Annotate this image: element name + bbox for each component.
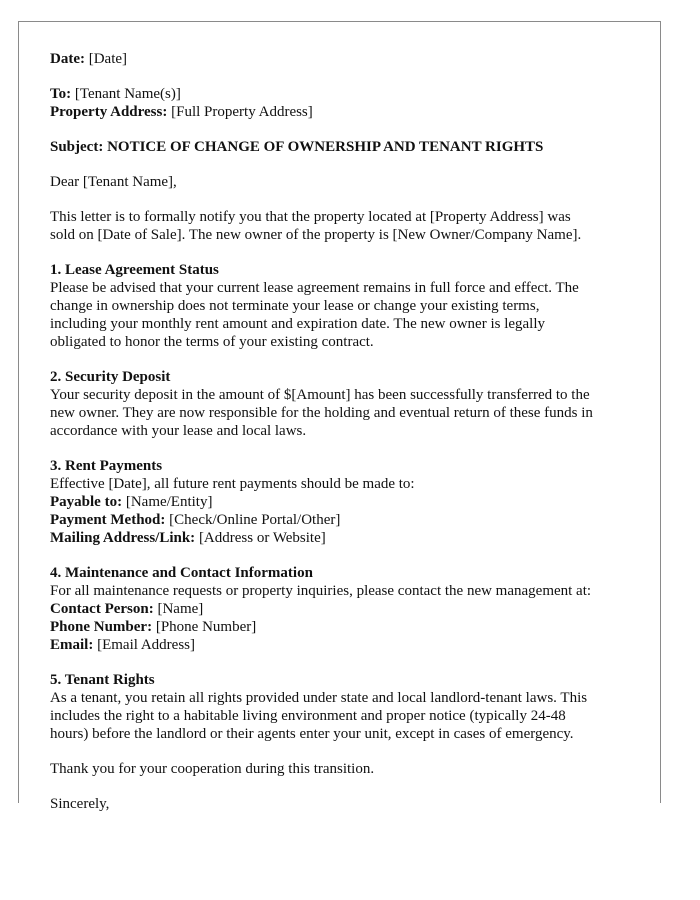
date-value: [Date] [88, 51, 128, 67]
payment-method-value: [Check/Online Portal/Other] [169, 512, 341, 528]
salutation: Dear [Tenant Name], [50, 174, 177, 190]
section-line: For all maintenance requests or property inquiries, please contact the new management at: [50, 583, 592, 599]
closing-thanks: Thank you for your cooperation during this transition. [50, 761, 375, 777]
mailing-address-line [50, 529, 650, 547]
contact-person-value: [Name] [157, 601, 204, 617]
section-line: Effective [Date], all future rent payments should be made to: [50, 476, 415, 492]
section-heading: 3. Rent Payments [50, 458, 163, 474]
section-heading: 1. Lease Agreement Status [50, 262, 219, 278]
intro-line: sold on [Date of Sale]. The new owner of the property is [New Owner/Company Name]. [50, 227, 582, 243]
section-heading: 4. Maintenance and Contact Information [50, 565, 313, 581]
section-line: including your monthly rent amount and expiration date. The new owner is legally [50, 316, 546, 332]
section-rights [50, 671, 650, 743]
payable-to-line [50, 493, 650, 511]
phone-number-label: Phone Number: [50, 619, 153, 635]
subject-line [50, 138, 650, 156]
section-line: includes the right to a habitable living environment and proper notice (typically 24-48 [50, 708, 566, 724]
email-label: Email: [50, 637, 94, 653]
section-line: change in ownership does not terminate your lease or change your existing terms, [50, 298, 540, 314]
closing-signoff: Sincerely, [50, 796, 110, 812]
to-label: To: [50, 86, 72, 102]
mailing-address-value: [Address or Website] [198, 530, 326, 546]
section-rent [50, 457, 650, 547]
email-value: [Email Address] [97, 637, 195, 653]
contact-person-label: Contact Person: [50, 601, 154, 617]
payable-to-value: [Name/Entity] [125, 494, 213, 510]
phone-number-value: [Phone Number] [155, 619, 257, 635]
to-line [50, 85, 650, 103]
mailing-address-label: Mailing Address/Link: [50, 530, 196, 546]
letter-body [50, 50, 650, 813]
subject-label: Subject: [50, 139, 104, 155]
section-heading: 5. Tenant Rights [50, 672, 155, 688]
section-line: obligated to honor the terms of your existing contract. [50, 334, 374, 350]
letter-page [18, 21, 661, 812]
date-label: Date: [50, 51, 85, 67]
intro-line: This letter is to formally notify you that the property located at [Property Address] was [50, 209, 571, 225]
property-address-label: Property Address: [50, 104, 168, 120]
section-line: Please be advised that your current lease agreement remains in full force and effect. The [50, 280, 579, 296]
payment-method-label: Payment Method: [50, 512, 166, 528]
date-line [50, 50, 650, 68]
email-line [50, 636, 650, 654]
section-heading: 2. Security Deposit [50, 369, 171, 385]
subject-value: NOTICE OF CHANGE OF OWNERSHIP AND TENANT RIGHTS [107, 139, 544, 155]
section-line: hours) before the landlord or their agents enter your unit, except in cases of emergency. [50, 726, 574, 742]
property-address-line [50, 103, 650, 121]
payable-to-label: Payable to: [50, 494, 123, 510]
section-deposit [50, 368, 650, 440]
section-lease [50, 261, 650, 351]
phone-number-line [50, 618, 650, 636]
recipient-block [50, 85, 650, 121]
contact-person-line [50, 600, 650, 618]
section-line: new owner. They are now responsible for the holding and eventual return of these funds in [50, 405, 593, 421]
intro-paragraph [50, 208, 650, 244]
to-value: [Tenant Name(s)] [74, 86, 181, 102]
payment-method-line [50, 511, 650, 529]
section-line: accordance with your lease and local laws. [50, 423, 307, 439]
section-maintenance [50, 564, 650, 654]
property-address-value: [Full Property Address] [171, 104, 313, 120]
section-line: Your security deposit in the amount of $[Amount] has been successfully transferred to the [50, 387, 590, 403]
section-line: As a tenant, you retain all rights provided under state and local landlord-tenant laws. This [50, 690, 588, 706]
